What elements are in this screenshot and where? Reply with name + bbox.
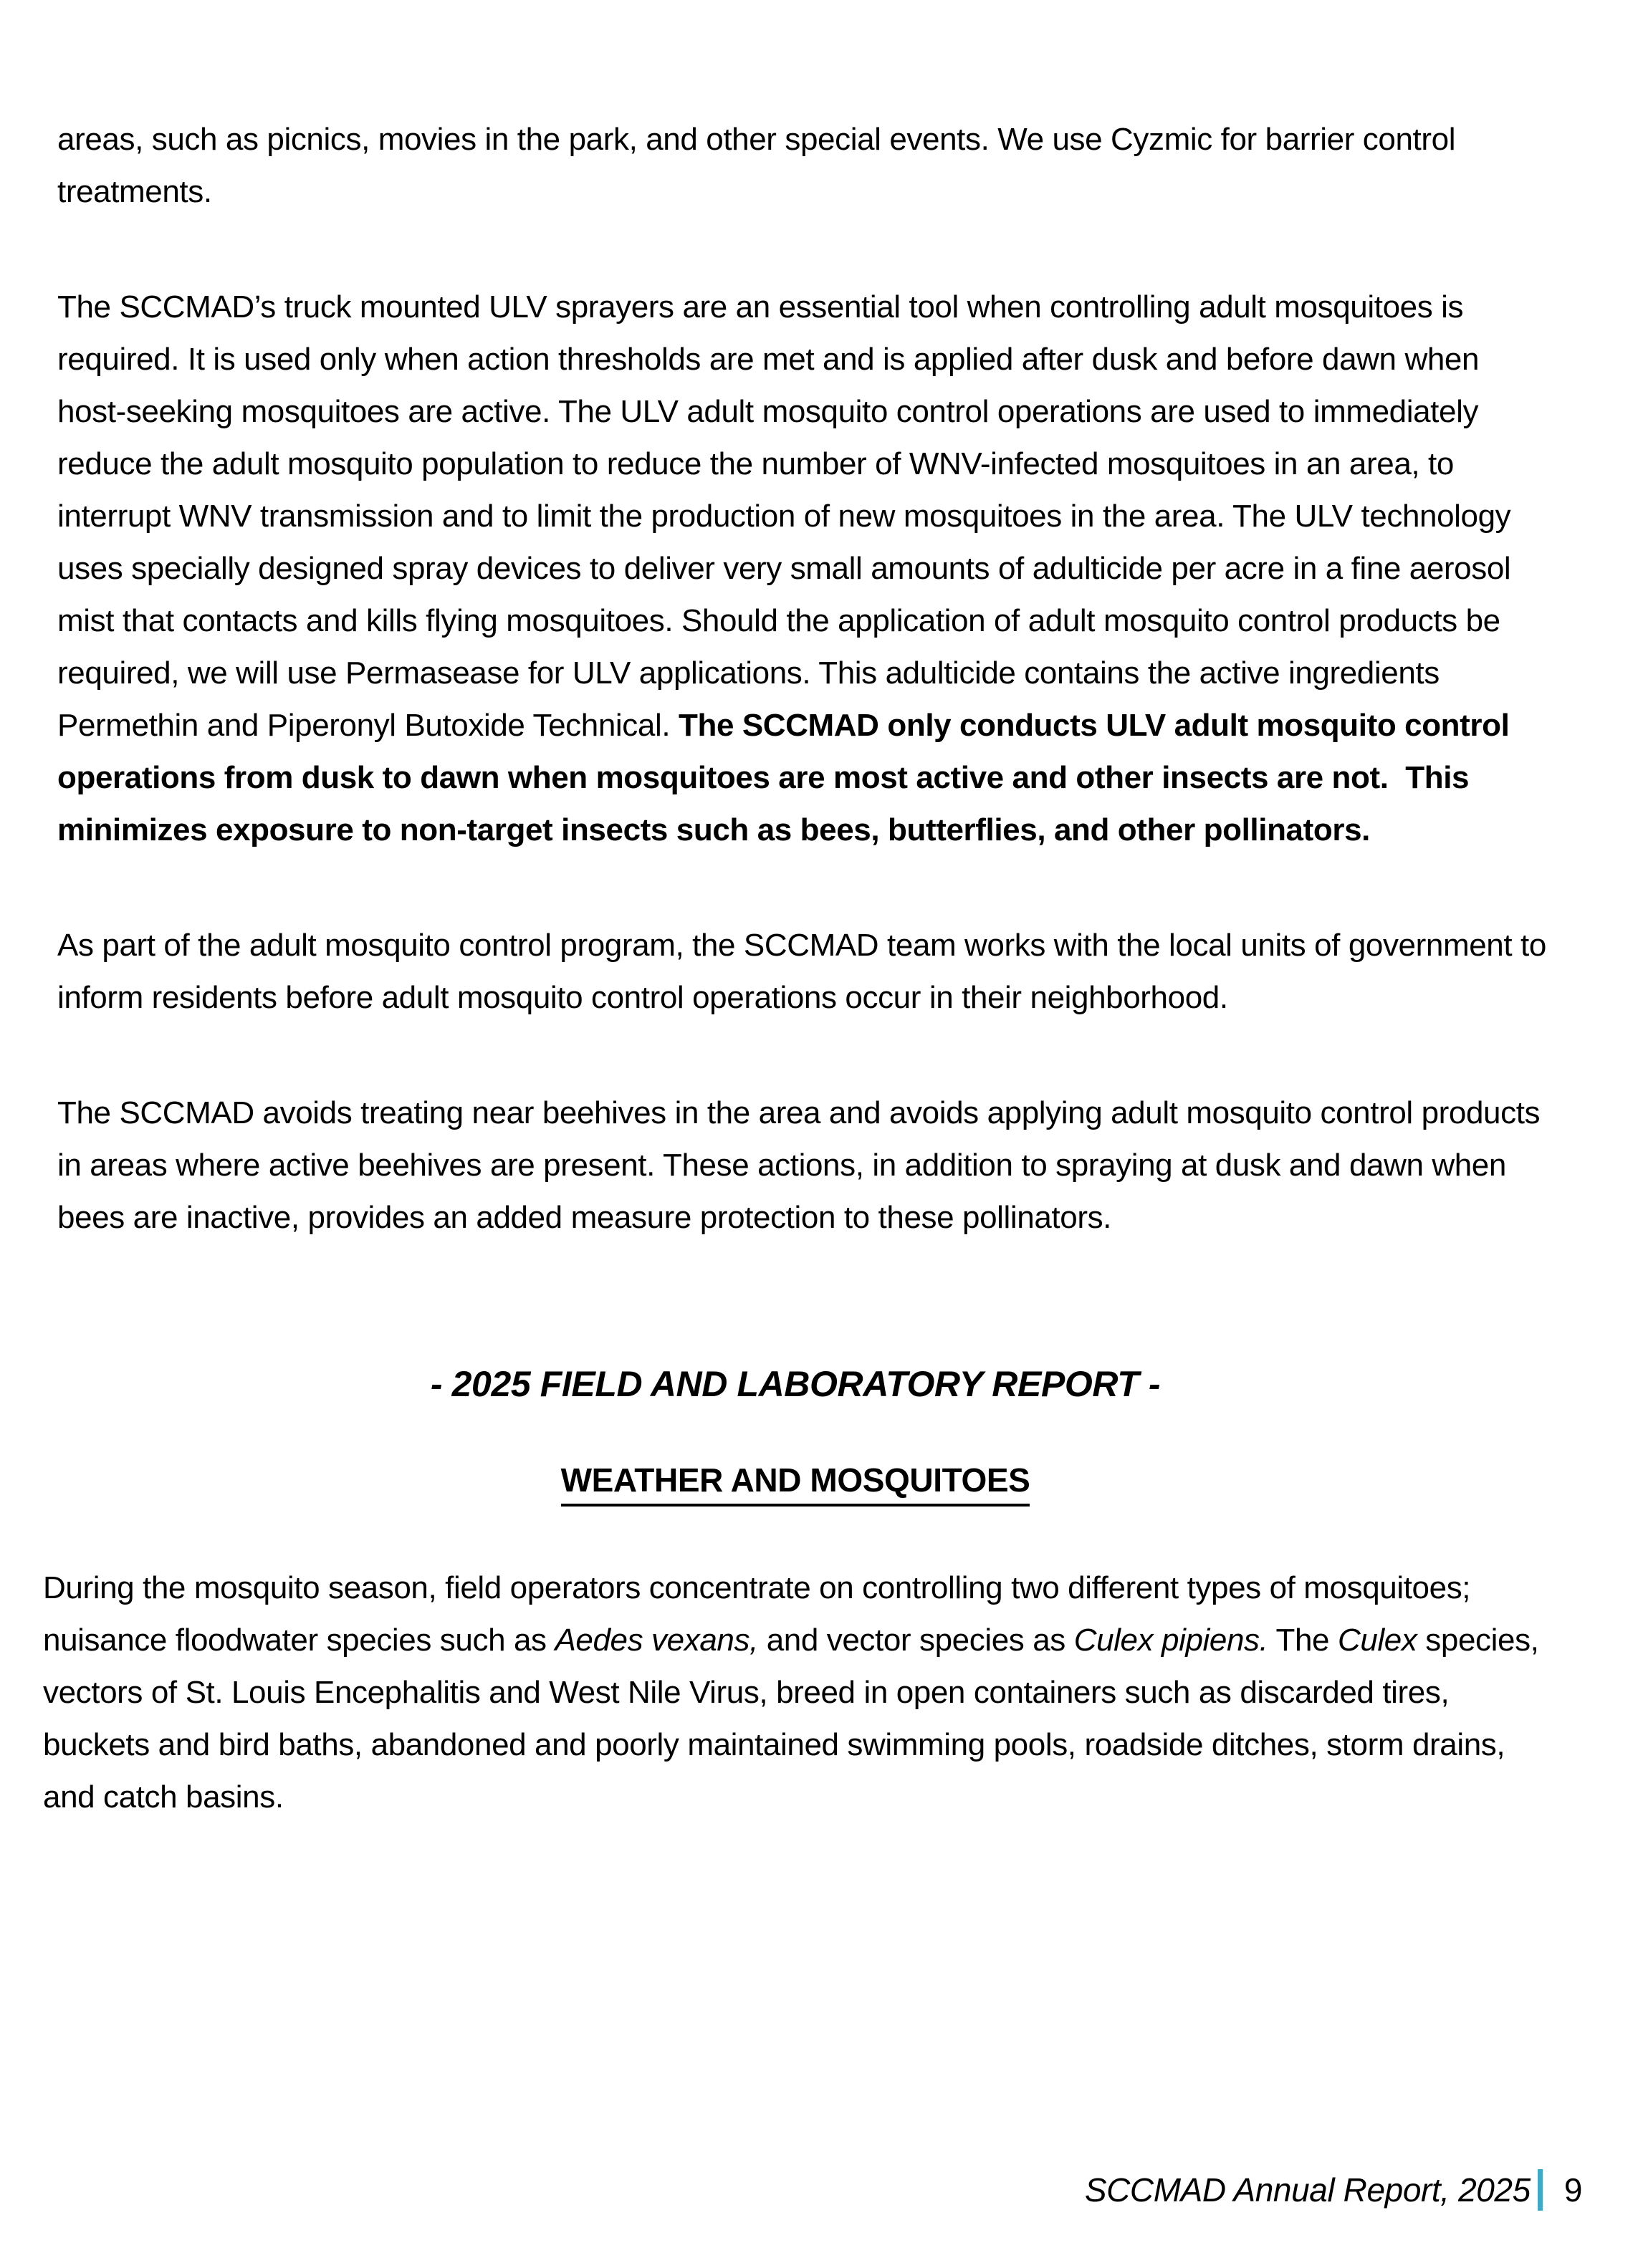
paragraph-4: [43, 1087, 1548, 1244]
paragraph-group-bottom: [43, 1562, 1548, 1823]
text-run-italic: Aedes vexans,: [555, 1623, 758, 1658]
paragraph-1: [43, 113, 1548, 218]
text-run-normal: and vector species as: [757, 1623, 1074, 1658]
text-run-normal: areas, such as picnics, movies in the park, and other special events. We use Cyzmic for barrier control treatments.: [57, 122, 1464, 209]
report-title: - 2025 FIELD AND LABORATORY REPORT -: [430, 1364, 1161, 1404]
section-title: [43, 1460, 1548, 1500]
footer-page-number: 9: [1563, 2171, 1582, 2209]
footer-report-name: SCCMAD Annual Report, 2025: [1084, 2171, 1531, 2209]
text-run-normal: The SCCMAD’s truck mounted ULV sprayers are an essential tool when controlling adult mosquitoes is required. It is used only when action thresholds are met and is applied after dusk and before dawn when host-seeking mosquitoes are active. The ULV adult mosquito control operations are used to immediately reduce the adult mosquito population to reduce the number of WNV-infected mosquitoes in an area, to interrupt WNV transmission and to limit the production of new mosquitoes in the area. The ULV technology uses specially designed spray devices to deliver very small amounts of adulticide per acre in a fine aerosol mist that contacts and kills flying mosquitoes. Should the application of adult mosquito control products be required, we will use Permasease for ULV applications. This adulticide contains the active ingredients Permethin and Piperonyl Butoxide Technical.: [57, 289, 1520, 743]
text-run-normal: As part of the adult mosquito control program, the SCCMAD team works with the local units of government to inform residents before adult mosquito control operations occur in their neighborhood.: [57, 928, 1555, 1015]
text-run-normal: The SCCMAD avoids treating near beehives in the area and avoids applying adult mosquito control products in areas where active beehives are present. These actions, in addition to spraying at dusk and dawn when bees are inactive, provides an added measure protection to these pollinators.: [57, 1095, 1548, 1235]
text-run-bold: The SCCMAD only conducts ULV adult mosquito control operations from dusk to dawn when mosquitoes are most active and other insects are not. This minimizes exposure to non-target insects such as bees, butterflies, and other pollinators.: [57, 708, 1518, 847]
text-run-italic: Culex: [1337, 1623, 1417, 1658]
text-run-normal: The: [1268, 1623, 1338, 1658]
paragraph-2: [43, 281, 1548, 856]
text-run-italic: Culex pipiens.: [1073, 1623, 1268, 1658]
page-footer: [1085, 2168, 1582, 2212]
text-run-normal: During the mosquito season, field operators concentrate on controlling two different types of mosquitoes; nuisance floodwater species such as: [43, 1570, 1479, 1658]
section-title-text: WEATHER AND MOSQUITOES: [561, 1461, 1030, 1507]
footer-divider-bar: [1538, 2169, 1543, 2211]
text-run-normal: species, vectors of St. Louis Encephalitis and West Nile Virus, breed in open containers such as discarded tires, buckets and bird baths, abandoned and poorly maintained swimming pools, roadside ditches, storm drains, and catch basins.: [43, 1623, 1548, 1815]
paragraph-5: [43, 1562, 1548, 1823]
paragraph-group-top: [43, 113, 1555, 1244]
paragraph-3: [43, 919, 1555, 1024]
